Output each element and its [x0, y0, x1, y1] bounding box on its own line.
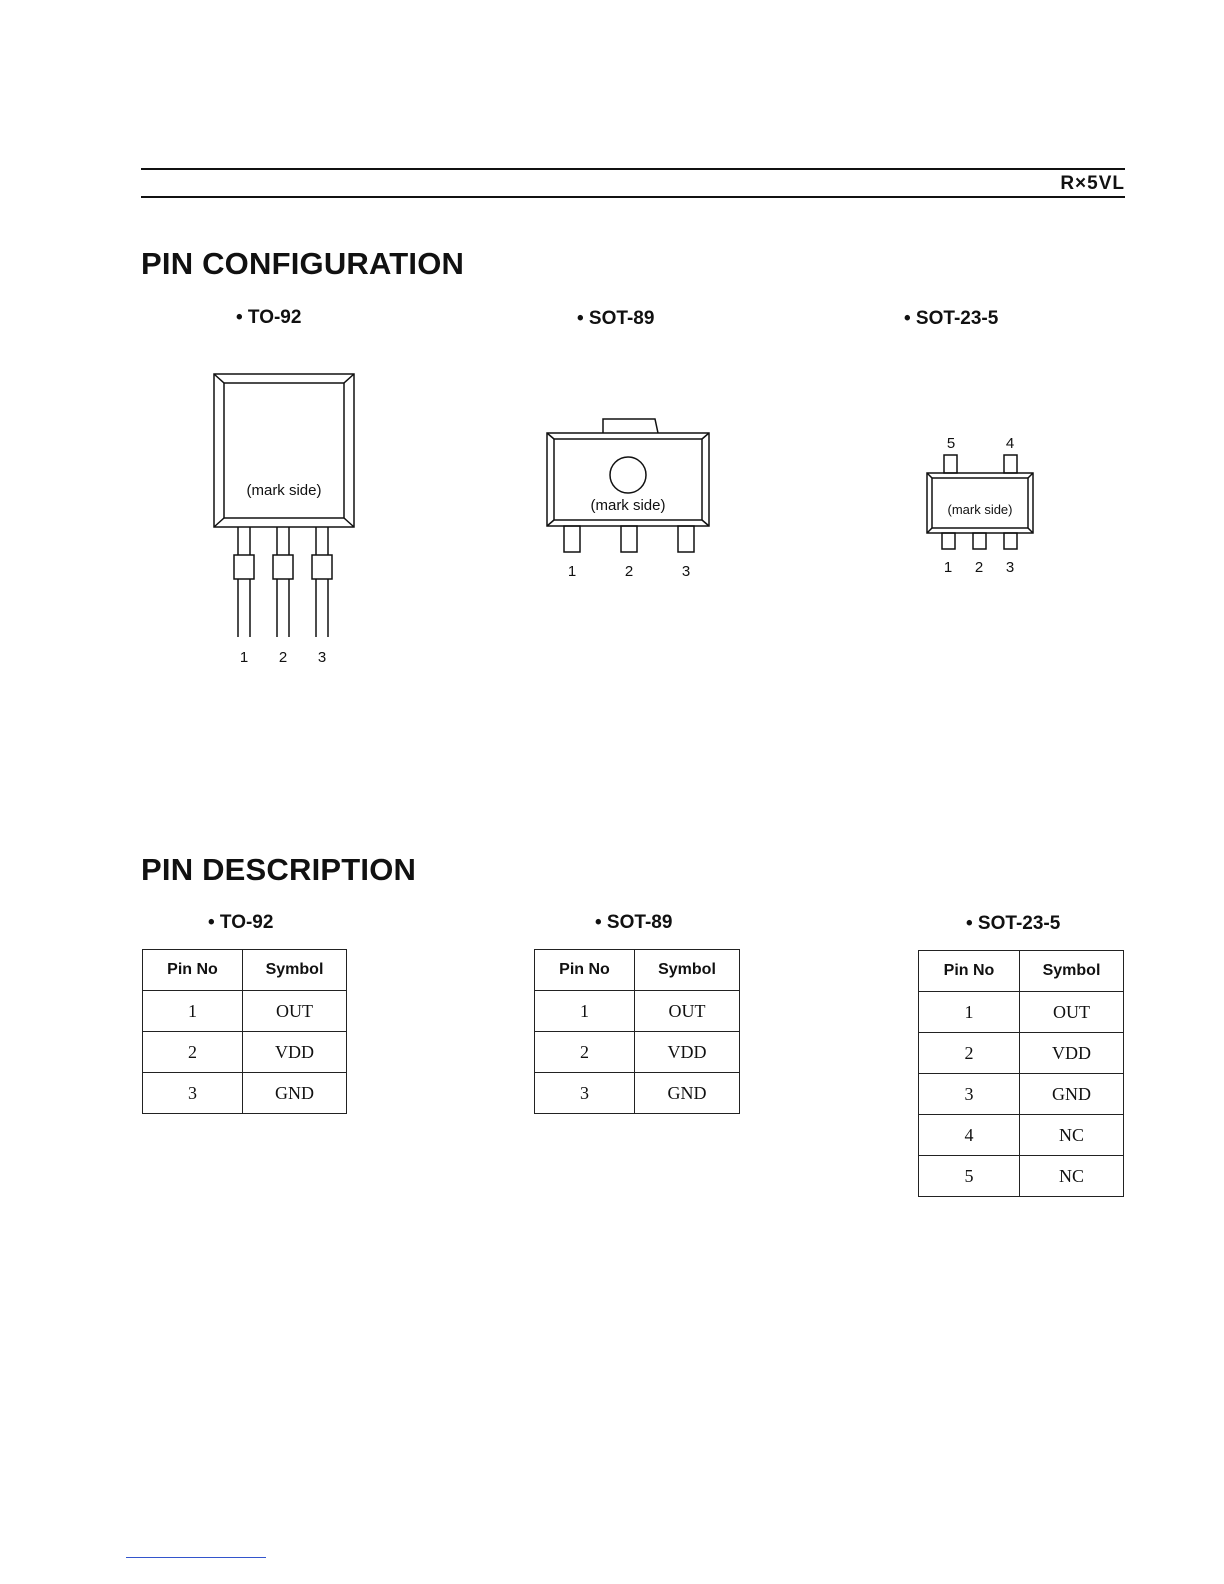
pin-symbol-cell: OUT — [635, 991, 740, 1032]
symbol-header: Symbol — [635, 950, 740, 991]
to92-pin-1-label: 1 — [239, 649, 249, 666]
table-row — [143, 991, 347, 1032]
pin-number-cell: 3 — [919, 1074, 1020, 1115]
config-label-to92: • TO-92 — [236, 307, 302, 328]
desc-label-to92: • TO-92 — [208, 912, 274, 933]
to92-pin-table — [142, 949, 347, 1114]
sot23-5-pin-3-label: 3 — [1005, 559, 1015, 576]
pin-number-cell: 2 — [535, 1032, 635, 1073]
pin-number-cell: 2 — [919, 1033, 1020, 1074]
pin-number-cell: 5 — [919, 1156, 1020, 1197]
pin-number-cell: 1 — [919, 992, 1020, 1033]
sot89-mark-side-label: (mark side) — [590, 497, 666, 514]
sot89-pin-3-label: 3 — [681, 563, 691, 580]
config-label-sot89: • SOT-89 — [577, 308, 655, 329]
pin-no-header: Pin No — [143, 950, 243, 991]
symbol-header: Symbol — [1020, 951, 1124, 992]
pin-number-cell: 1 — [535, 991, 635, 1032]
pin-number-cell: 2 — [143, 1032, 243, 1073]
desc-label-sot89: • SOT-89 — [595, 912, 673, 933]
table-row — [535, 1032, 740, 1073]
pin-number-cell: 1 — [143, 991, 243, 1032]
sot23-5-package-diagram — [920, 425, 1040, 585]
table-row — [535, 1073, 740, 1114]
symbol-header: Symbol — [243, 950, 347, 991]
pin-symbol-cell: GND — [635, 1073, 740, 1114]
pin-symbol-cell: OUT — [1020, 992, 1124, 1033]
to92-pin-3-label: 3 — [317, 649, 327, 666]
table-row — [919, 1033, 1124, 1074]
sot23-5-pin-5-label: 5 — [946, 435, 956, 452]
table-row — [919, 1115, 1124, 1156]
pin-number-cell: 4 — [919, 1115, 1020, 1156]
sot89-pin-table — [534, 949, 740, 1114]
sot23-5-pin-4-label: 4 — [1005, 435, 1015, 452]
pin-symbol-cell: OUT — [243, 991, 347, 1032]
sot23-5-pin-2-label: 2 — [974, 559, 984, 576]
pin-symbol-cell: NC — [1020, 1156, 1124, 1197]
pin-symbol-cell: GND — [243, 1073, 347, 1114]
to92-mark-side-label: (mark side) — [246, 482, 322, 499]
pin-number-cell: 3 — [535, 1073, 635, 1114]
table-row — [919, 992, 1124, 1033]
pin-number-cell: 3 — [143, 1073, 243, 1114]
table-row — [919, 1074, 1124, 1115]
sot89-pin-2-label: 2 — [624, 563, 634, 580]
desc-label-sot23-5: • SOT-23-5 — [966, 913, 1061, 934]
sot89-package-diagram — [540, 410, 720, 590]
pin-description-title: PIN DESCRIPTION — [141, 852, 417, 887]
header-part-code: R×5VL — [1060, 173, 1125, 194]
table-row — [919, 1156, 1124, 1197]
pin-symbol-cell: GND — [1020, 1074, 1124, 1115]
table-row — [143, 1032, 347, 1073]
config-label-sot23-5: • SOT-23-5 — [904, 308, 999, 329]
table-header-row — [535, 950, 740, 991]
pin-symbol-cell: VDD — [243, 1032, 347, 1073]
pin-symbol-cell: NC — [1020, 1115, 1124, 1156]
pin-symbol-cell: VDD — [1020, 1033, 1124, 1074]
footer-link-underline — [126, 1557, 266, 1558]
pin-no-header: Pin No — [535, 950, 635, 991]
table-header-row — [919, 951, 1124, 992]
header-top-rule — [141, 168, 1125, 170]
pin-configuration-title: PIN CONFIGURATION — [141, 246, 465, 281]
table-header-row — [143, 950, 347, 991]
header-bottom-rule — [141, 196, 1125, 198]
sot23-5-mark-side-label: (mark side) — [947, 502, 1013, 517]
sot23-5-pin-table — [918, 950, 1124, 1197]
to92-package-diagram — [200, 365, 380, 675]
table-row — [535, 991, 740, 1032]
pin-symbol-cell: VDD — [635, 1032, 740, 1073]
to92-pin-2-label: 2 — [278, 649, 288, 666]
pin-no-header: Pin No — [919, 951, 1020, 992]
sot89-pin-1-label: 1 — [567, 563, 577, 580]
sot23-5-pin-1-label: 1 — [943, 559, 953, 576]
table-row — [143, 1073, 347, 1114]
